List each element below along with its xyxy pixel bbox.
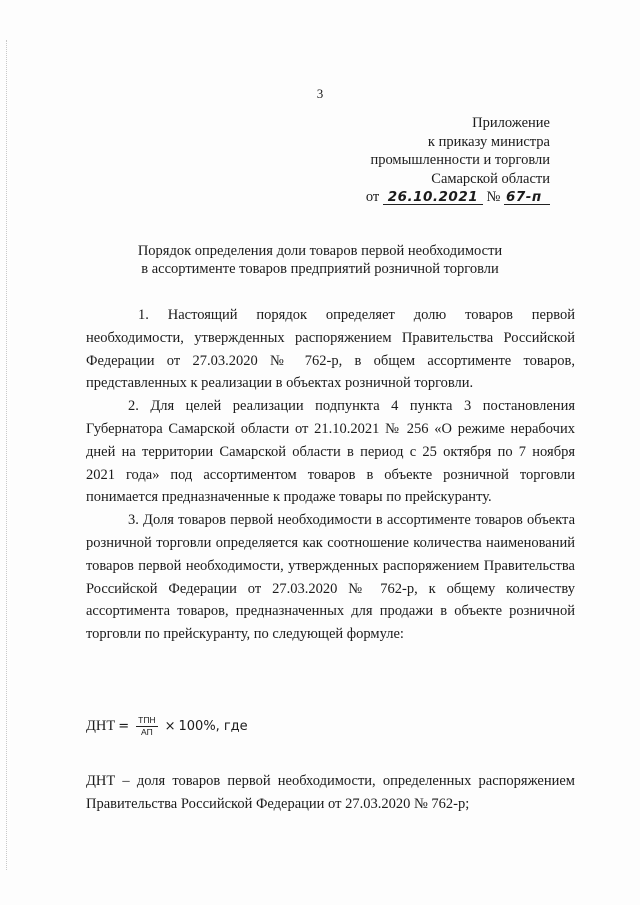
page-number: 3 bbox=[316, 86, 324, 101]
definition-block bbox=[86, 770, 575, 816]
formula-suffix: где bbox=[223, 719, 248, 734]
handwritten-date: 26.10.2021 bbox=[383, 190, 483, 205]
title-line-2: в ассортименте товаров предприятий розничной торговли bbox=[141, 261, 499, 277]
formula-lhs: ДНТ bbox=[86, 718, 116, 734]
formula-percent: 100%, bbox=[178, 719, 220, 734]
formula bbox=[86, 716, 248, 737]
paragraph-1: 1. Настоящий порядок определяет долю товаров первой необходимости, утвержденных распоряжением Правительства Российской Федерации от 27.03.2020 № 762-р, в общем ассортименте товаров, представленных к реализации в объектах розничной торговли. bbox=[86, 307, 575, 392]
title-line-1: Порядок определения доли товаров первой необходимости bbox=[137, 243, 503, 259]
appendix-region: Самарской области bbox=[431, 170, 550, 187]
paragraph-3: 3. Доля товаров первой необходимости в ассортименте товаров объекта розничной торговли определяется как соотношение количества наименований товаров первой необходимости, утвержденных распоряжением Правительства Российской Федерации от 27.03.2020 № 762-р, к общему количеству ассортимента товаров, предназначенных для продажи в объекте розничной торговли по прейскуранту, по следующей формуле: bbox=[86, 512, 575, 643]
document-title bbox=[60, 242, 580, 278]
formula-times: × bbox=[164, 719, 176, 734]
appendix-date-line bbox=[360, 188, 550, 207]
document-body bbox=[86, 304, 575, 646]
handwritten-order-number: 67-п bbox=[504, 190, 550, 205]
formula-denominator: АП bbox=[141, 727, 153, 737]
definition-dnt: ДНТ – доля товаров первой необходимости, определенных распоряжением Правительства Российской Федерации от 27.03.2020 № 762-р; bbox=[86, 773, 575, 812]
appendix-ministry: промышленности и торговли bbox=[370, 152, 550, 168]
scan-edge-marks bbox=[6, 40, 8, 870]
number-label: № bbox=[486, 189, 501, 205]
formula-fraction bbox=[136, 716, 157, 737]
appendix-order-ref: к приказу министра bbox=[427, 133, 550, 150]
appendix-title: Приложение bbox=[472, 115, 550, 131]
paragraph-2: 2. Для целей реализации подпункта 4 пункта 3 постановления Губернатора Самарской области от 21.10.2021 № 256 «О режиме нерабочих дней на территории Самарской области в период с 25 октября по 7 ноября 2021 года» под ассортиментом товаров в объекте розничной торговли понимается предназначенные к продаже товары по прейскуранту. bbox=[86, 398, 575, 506]
appendix-header bbox=[360, 114, 550, 207]
from-label: от bbox=[365, 189, 380, 205]
formula-numerator: ТПН bbox=[138, 715, 156, 725]
formula-equals: = bbox=[118, 719, 130, 734]
